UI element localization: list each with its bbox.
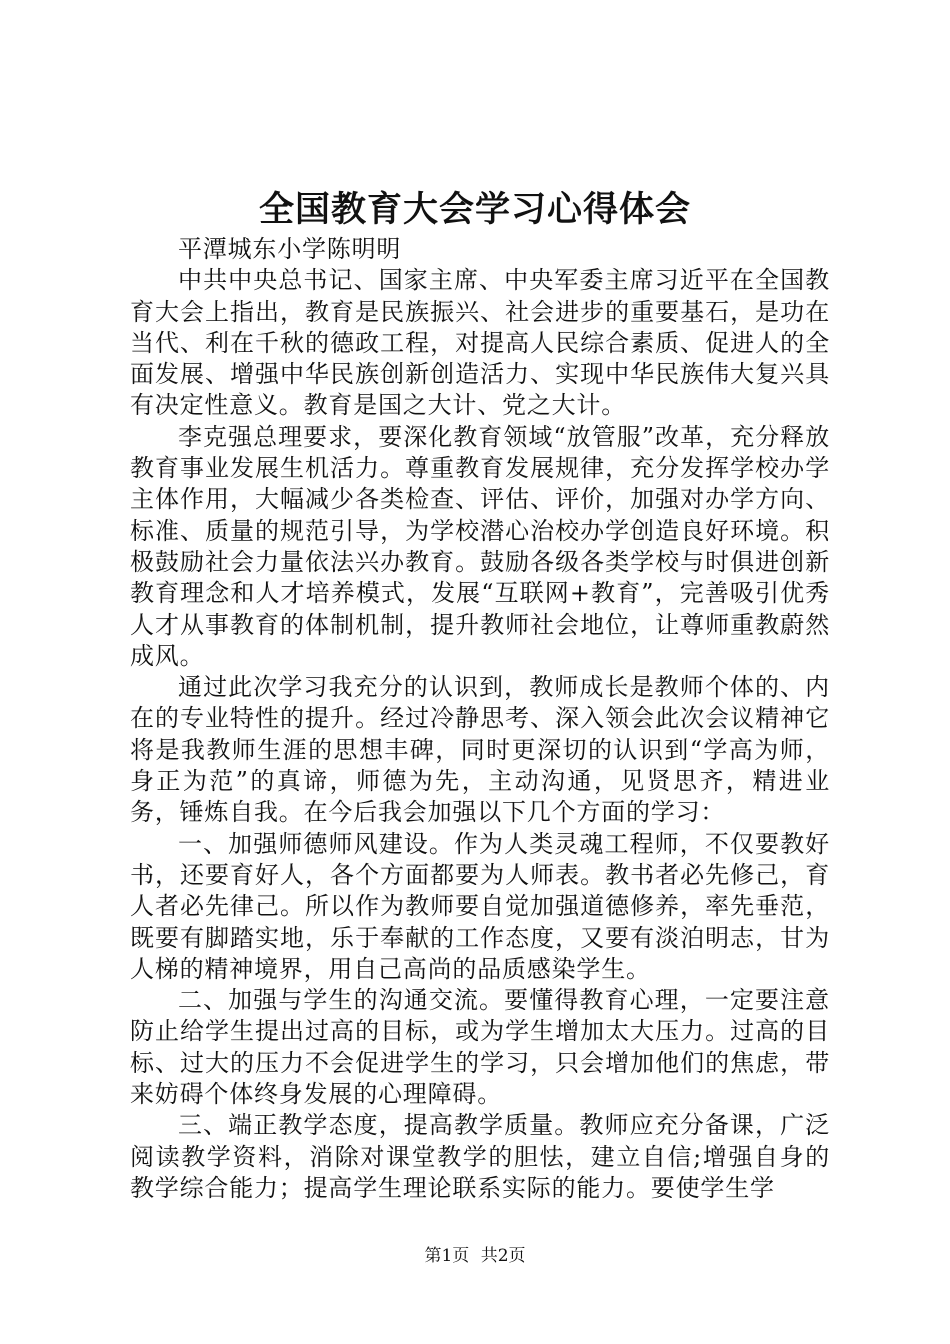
page-total: 共2页 [480,1246,526,1266]
page-number: 第1页 [424,1246,470,1266]
paragraph: 通过此次学习我充分的认识到，教师成长是教师个体的、内在的专业特性的提升。经过冷静思考、深入领会此次会议精神它将是我教师生涯的思想丰碑，同时更深切的认识到“学高为师，身正为范”的真谛，师德为先，主动沟通，见贤思齐，精进业务，锤炼自我。在今后我会加强以下几个方面的学习： [130,673,830,827]
paragraph: 二、加强与学生的沟通交流。要懂得教育心理，一定要注意防止给学生提出过高的目标，或为学生增加太大压力。过高的目标、过大的压力不会促进学生的学习，只会增加他们的焦虑，带来妨碍个体终身发展的心理障碍。 [130,986,830,1109]
paragraph: 中共中央总书记、国家主席、中央军委主席习近平在全国教育大会上指出，教育是民族振兴、社会进步的重要基石，是功在当代、利在千秋的德政工程，对提高人民综合素质、促进人的全面发展、增强中华民族创新创造活力、实现中华民族伟大复兴具有决定性意义。教育是国之大计、党之大计。 [130,266,830,420]
paragraph: 李克强总理要求，要深化教育领域“放管服”改革，充分释放教育事业发展生机活力。尊重教育发展规律，充分发挥学校办学主体作用，大幅减少各类检查、评估、评价，加强对办学方向、标准、质量的规范引导，为学校潜心治校办学创造良好环境。积极鼓励社会力量依法兴办教育。鼓励各级各类学校与时俱进创新教育理念和人才培养模式，发展“互联网+教育”，完善吸引优秀人才从事教育的体制机制，提升教师社会地位，让尊师重教蔚然成风。 [130,422,830,670]
document-page [130,0,840,1344]
document-body [130,234,830,1204]
paragraph: 一、加强师德师风建设。作为人类灵魂工程师，不仅要教好书，还要育好人，各个方面都要为人师表。教书者必先修己，育人者必先律己。所以作为教师要自觉加强道德修养，率先垂范，既要有脚踏实地，乐于奉献的工作态度，又要有淡泊明志，甘为人梯的精神境界，用自己高尚的品质感染学生。 [130,829,830,983]
author-line: 平潭城东小学陈明明 [178,235,402,263]
document-title: 全国教育大会学习心得体会 [258,189,691,230]
page-footer [130,1244,820,1268]
paragraph: 三、端正教学态度，提高教学质量。教师应充分备课，广泛阅读教学资料，消除对课堂教学的胆怯，建立自信;增强自身的教学综合能力；提高学生理论联系实际的能力。要使学生学 [130,1111,830,1202]
